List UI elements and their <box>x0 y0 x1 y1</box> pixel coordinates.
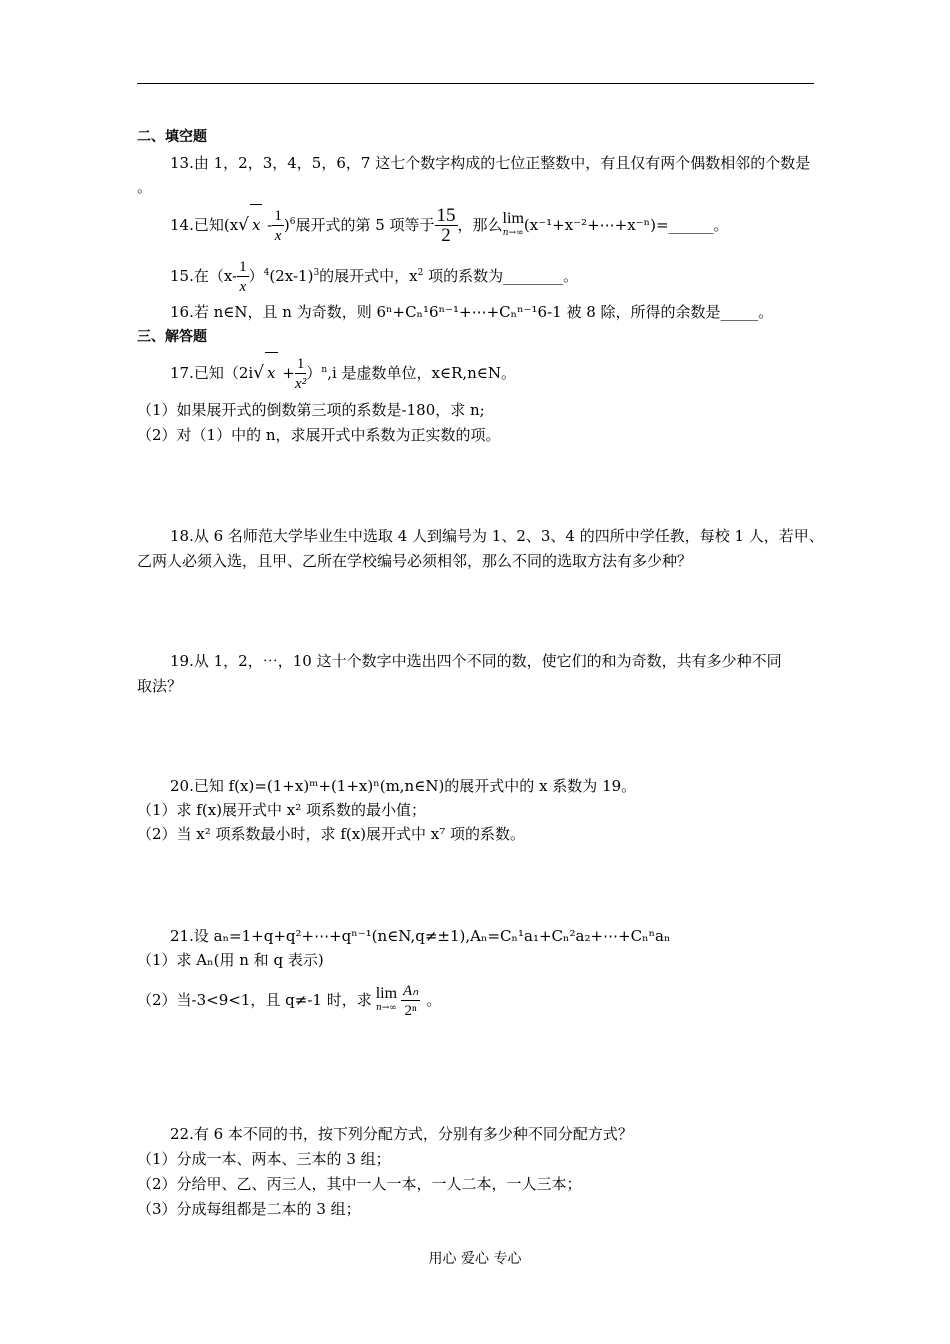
q14-minus: - <box>267 216 273 234</box>
q21-fraction <box>401 982 420 1021</box>
question-17-part1: （1）如果展开式的倒数第三项的系数是-180，求 n; <box>137 401 485 419</box>
question-18-line1: 18.从 6 名师范大学毕业生中选取 4 人到编号为 1、2、3、4 的四所中学任教，每校 1 人，若甲、 <box>170 527 824 545</box>
q14-blank: ______ <box>668 216 714 234</box>
q15-after: ） <box>248 267 264 285</box>
question-19-line1: 19.从 1，2，⋯，10 这十个数字中选出四个不同的数，使它们的和为奇数，共有多少种不同 <box>170 652 782 670</box>
q14-frac-num: 1 <box>274 207 282 224</box>
q14-limit <box>503 212 524 240</box>
question-21-part2 <box>137 978 441 1022</box>
section-title-answer: 三、解答题 <box>137 329 207 345</box>
q15-prefix: 15.在（x- <box>170 267 238 285</box>
q17-frac-den: x² <box>295 375 307 392</box>
section-title-fill-in: 二、填空题 <box>137 129 207 145</box>
q16-blank: _____ <box>720 303 759 321</box>
q17-sqrt-var: x <box>265 352 277 393</box>
question-17 <box>170 352 516 392</box>
sqrt-sign: √ <box>253 363 265 383</box>
q17-text: ,i 是虚数单位，x∈R,n∈N。 <box>327 364 517 382</box>
question-20-line1: 20.已知 f(x)=(1+x)ᵐ+(1+x)ⁿ(m,n∈N)的展开式中的 x 系数为 19。 <box>170 777 637 795</box>
q16-text: 16.若 n∈N，且 n 为奇数，则 6ⁿ+Cₙ¹6ⁿ⁻¹+⋯+Cₙⁿ⁻¹6-1 被 8 除，所得的余数是 <box>170 303 721 321</box>
q14-value-den: 2 <box>441 224 451 246</box>
q21-frac-num: Aₙ <box>403 982 419 999</box>
q16-end: 。 <box>758 303 774 321</box>
q17-prefix: 17.已知（2i <box>170 364 254 382</box>
q15-frac-num: 1 <box>239 258 247 275</box>
q15-text: 的展开式中，x <box>319 267 418 285</box>
question-22-part2: （2）分给甲、乙、丙三人，其中一人一本，一人二本，一人三本； <box>137 1175 582 1193</box>
q21-end: 。 <box>426 991 442 1009</box>
question-22-part1: （1）分成一本、两本、三本的 3 组； <box>137 1150 391 1168</box>
sqrt-sign: √ <box>238 215 250 235</box>
q14-value-fraction <box>435 204 458 246</box>
question-16 <box>170 302 773 322</box>
q14-end: 。 <box>713 216 729 234</box>
q15-exp3: 2 <box>417 268 424 278</box>
page-footer: 用心 爱心 专心 <box>428 1251 522 1267</box>
q21-p2-prefix: （2）当-3<9<1，且 q≠-1 时，求 <box>137 991 372 1009</box>
question-22-line1: 22.有 6 本不同的书，按下列分配方式，分别有多少种不同分配方式？ <box>170 1125 633 1143</box>
q14-sum: (x⁻¹+x⁻²+⋯+x⁻ⁿ)= <box>523 216 669 234</box>
q17-plus: + <box>282 364 295 382</box>
q21-lim-sub: n→∞ <box>375 1003 397 1013</box>
q21-limit <box>376 987 397 1015</box>
question-14 <box>170 204 729 244</box>
q14-value-num: 15 <box>436 204 456 226</box>
q14-mid: 展开式的第 5 项等于 <box>295 216 435 234</box>
question-13-line2: 。 <box>137 178 153 196</box>
q17-frac-num: 1 <box>296 355 305 372</box>
q15-fraction <box>237 258 249 297</box>
q14-sqrt-var: x <box>250 204 262 245</box>
q15-frac-den: x <box>239 278 247 295</box>
question-21-line1: 21.设 aₙ=1+q+q²+⋯+qⁿ⁻¹(n∈N,q≠±1),Aₙ=Cₙ¹a₁+Cₙ²a₂+⋯+Cₙⁿaₙ <box>170 927 671 945</box>
q17-fraction <box>295 355 307 394</box>
question-22-part3: （3）分成每组都是二本的 3 组； <box>137 1200 361 1218</box>
q14-prefix: 14.已知(x <box>170 216 239 234</box>
question-18-line2: 乙两人必须入选，且甲、乙所在学校编号必须相邻，那么不同的选取方法有多少种？ <box>137 552 693 570</box>
question-21-part1: （1）求 Aₙ(用 n 和 q 表示) <box>137 951 324 969</box>
q14-exponent: 6 <box>289 217 296 227</box>
q14-frac-den: x <box>274 227 282 244</box>
q14-lim-sub: n→∞ <box>502 228 524 238</box>
q15-exp2: 3 <box>313 268 320 278</box>
q14-lim-word: lim <box>502 210 524 227</box>
q15-end: 。 <box>563 267 579 285</box>
q15-exp1: 4 <box>263 268 270 278</box>
question-20-part1: （1）求 f(x)展开式中 x² 项系数的最小值； <box>137 801 427 819</box>
q17-after: ） <box>306 364 322 382</box>
question-20-part2: （2）当 x² 项系数最小时，求 f(x)展开式中 x⁷ 项的系数。 <box>137 825 526 843</box>
q15-mid: (2x-1) <box>269 267 314 285</box>
q21-lim-word: lim <box>375 985 398 1002</box>
q17-exponent: n <box>321 365 328 375</box>
q21-frac-den: 2ⁿ <box>404 1002 417 1019</box>
question-19-line2: 取法？ <box>137 677 183 695</box>
q14-paren: ) <box>283 216 290 234</box>
question-15 <box>170 256 578 296</box>
header-rule <box>137 83 814 84</box>
question-17-part2: （2）对（1）中的 n，求展开式中系数为正实数的项。 <box>137 426 501 444</box>
q15-blank: ________ <box>503 267 564 285</box>
q14-then: ，那么 <box>457 216 503 234</box>
q14-fraction <box>272 207 284 246</box>
question-13-line1: 13.由 1，2，3，4，5，6，7 这七个数字构成的七位正整数中，有且仅有两个偶数相邻的个数是 <box>170 154 811 172</box>
q15-text2: 项的系数为 <box>423 267 504 285</box>
